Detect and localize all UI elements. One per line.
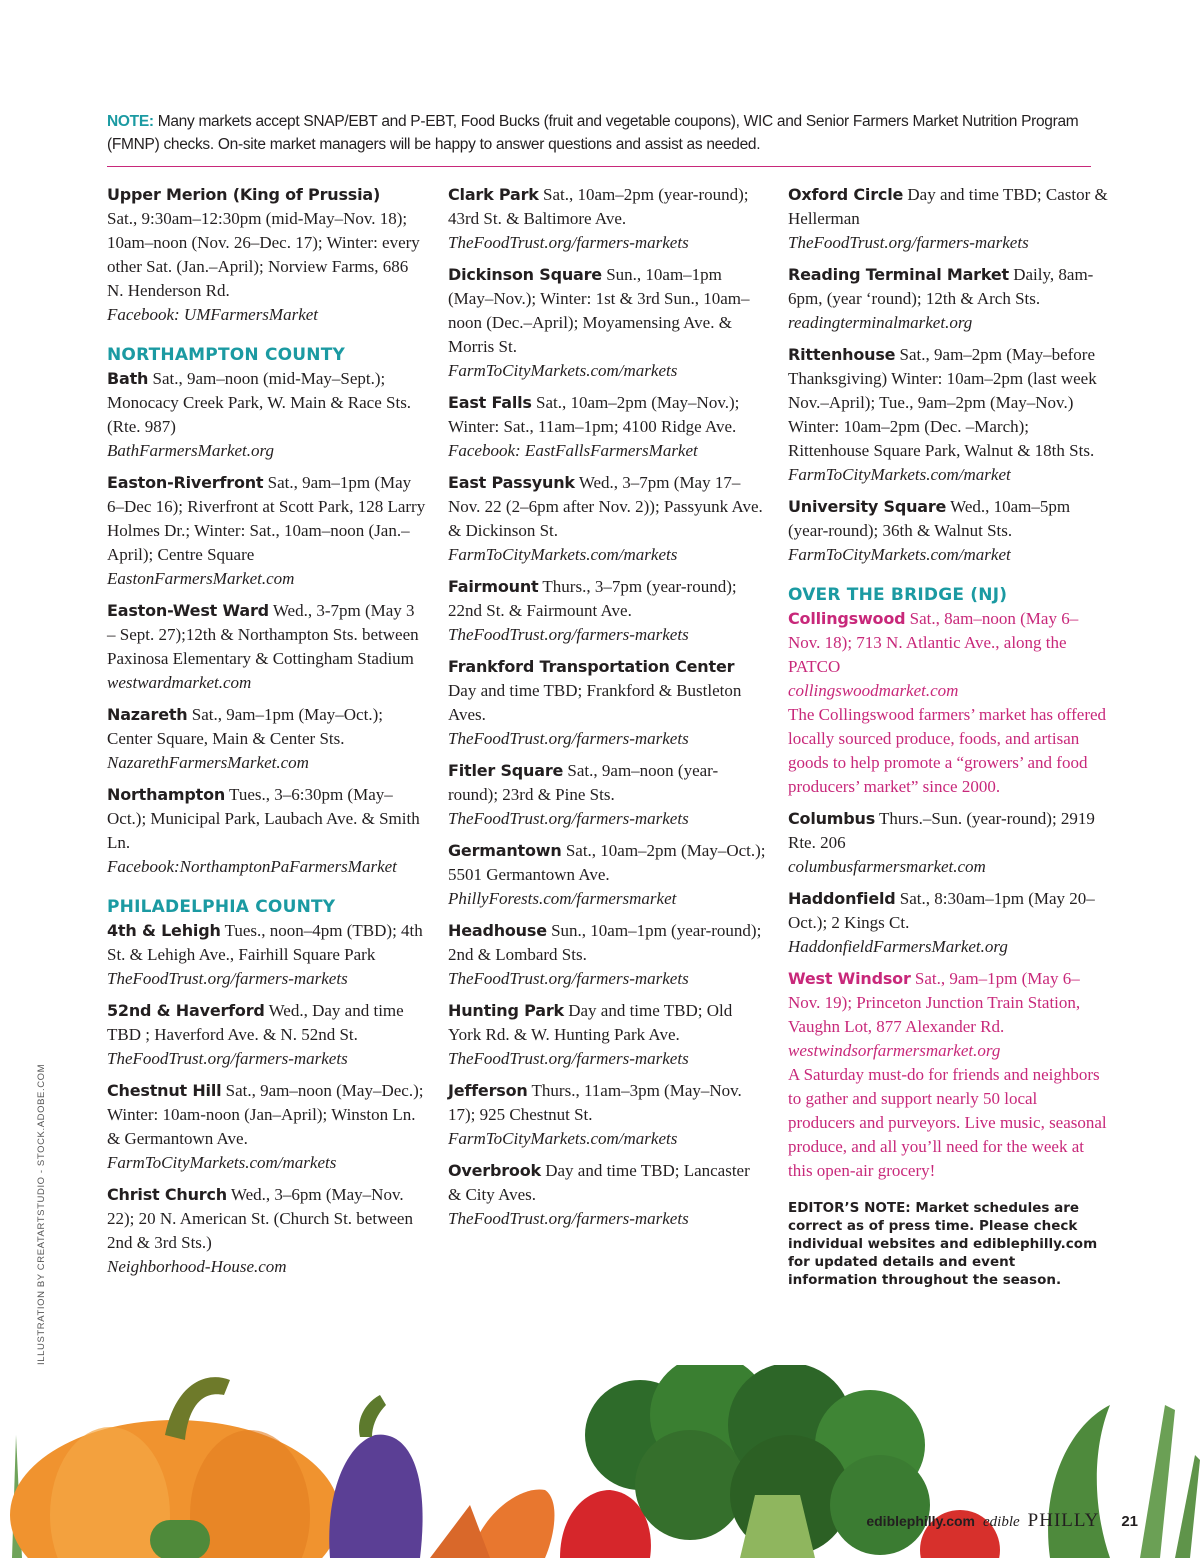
market-details: Thurs.–Sun. (year-round); 2919 Rte. 206 xyxy=(788,809,1095,852)
market-name: Rittenhouse xyxy=(788,345,896,364)
market-website: TheFoodTrust.org/farmers-markets xyxy=(448,625,689,644)
market-name: Fairmount xyxy=(448,577,539,596)
market-website: Facebook:NorthamptonPaFarmersMarket xyxy=(107,857,397,876)
market-website: TheFoodTrust.org/farmers-markets xyxy=(107,969,348,988)
market-website: TheFoodTrust.org/farmers-markets xyxy=(788,233,1029,252)
market-website: EastonFarmersMarket.com xyxy=(107,569,295,588)
market-listing xyxy=(107,999,427,1071)
market-listing xyxy=(788,807,1108,879)
market-listing xyxy=(448,919,766,991)
market-website: TheFoodTrust.org/farmers-markets xyxy=(448,1209,689,1228)
market-website: FarmToCityMarkets.com/markets xyxy=(448,545,678,564)
market-website: FarmToCityMarkets.com/markets xyxy=(107,1153,337,1172)
market-listing xyxy=(448,655,766,751)
market-listing xyxy=(448,183,766,255)
column-3 xyxy=(788,183,1108,1289)
market-listing xyxy=(788,967,1108,1183)
market-details: Sun., 10am–1pm (year-round); 2nd & Lombard Sts. xyxy=(448,921,762,964)
market-website: TheFoodTrust.org/farmers-markets xyxy=(448,1049,689,1068)
market-details: Sat., 9am–1pm (May 6–Nov. 19); Princeton Junction Train Station, Vaughn Lot, 877 Alexander Rd. xyxy=(788,969,1081,1036)
market-name: Easton-West Ward xyxy=(107,601,269,620)
market-details: Thurs., 11am–3pm (May–Nov. 17); 925 Chestnut St. xyxy=(448,1081,742,1124)
market-details: Sat., 8:30am–1pm (May 20–Oct.); 2 Kings Ct. xyxy=(788,889,1095,932)
market-website: TheFoodTrust.org/farmers-markets xyxy=(448,729,689,748)
market-name: Clark Park xyxy=(448,185,539,204)
market-details: Sat., 8am–noon (May 6–Nov. 18); 713 N. Atlantic Ave., along the PATCO xyxy=(788,609,1079,676)
market-name: East Falls xyxy=(448,393,532,412)
market-name: Jefferson xyxy=(448,1081,528,1100)
market-name: Hunting Park xyxy=(448,1001,564,1020)
market-website: BathFarmersMarket.org xyxy=(107,441,274,460)
market-name: Christ Church xyxy=(107,1185,227,1204)
market-name: Headhouse xyxy=(448,921,547,940)
market-details: Sat., 9am–1pm (May 6–Dec 16); Riverfront at Scott Park, 128 Larry Holmes Dr.; Winter: Sat., 10am–noon (Jan.–April); Centre Square xyxy=(107,473,426,564)
market-name: Chestnut Hill xyxy=(107,1081,222,1100)
market-listing xyxy=(448,575,766,647)
county-heading: OVER THE BRIDGE (NJ) xyxy=(788,585,1008,605)
note-label: NOTE: xyxy=(107,113,154,130)
market-name: East Passyunk xyxy=(448,473,575,492)
footer-magazine: PHILLY xyxy=(1027,1510,1100,1531)
market-details: Sat., 9am–1pm (May–Oct.); Center Square, Main & Center Sts. xyxy=(107,705,383,748)
market-listing xyxy=(107,471,427,591)
market-website: readingterminalmarket.org xyxy=(788,313,973,332)
market-details: Day and time TBD; Castor & Hellerman xyxy=(788,185,1108,228)
market-website: FarmToCityMarkets.com/markets xyxy=(448,361,678,380)
market-name: 52nd & Haverford xyxy=(107,1001,265,1020)
note-text: Many markets accept SNAP/EBT and P-EBT, Food Bucks (fruit and vegetable coupons), WIC and Senior Farmers Market Nutrition Program (FMNP) checks. On-site market managers will be happy to answer questions and assist as needed. xyxy=(107,113,1079,153)
market-details: Day and time TBD; Frankford & Bustleton Aves. xyxy=(448,681,742,724)
market-listing xyxy=(448,999,766,1071)
leafy-greens xyxy=(1048,1405,1110,1558)
market-name: 4th & Lehigh xyxy=(107,921,221,940)
market-website: TheFoodTrust.org/farmers-markets xyxy=(107,1049,348,1068)
market-listing xyxy=(107,183,427,327)
market-details: Wed., 3–7pm (May 17–Nov. 22 (2–6pm after Nov. 2)); Passyunk Ave. & Dickinson St. xyxy=(448,473,763,540)
market-listing xyxy=(788,887,1108,959)
market-website: PhillyForests.com/farmersmarket xyxy=(448,889,677,908)
market-name: Oxford Circle xyxy=(788,185,904,204)
page-footer xyxy=(866,1510,1138,1532)
market-website: FarmToCityMarkets.com/market xyxy=(788,545,1011,564)
illustration-credit: ILLUSTRATION BY CREATARTSTUDIO - STOCK.ADOBE.COM xyxy=(36,1063,47,1365)
market-description: A Saturday must-do for friends and neighbors to gather and support nearly 50 local producers and purveyors. Live music, seasonal produce, and all you’ll need for the week at this open-air grocery! xyxy=(788,1065,1107,1180)
market-name: Columbus xyxy=(788,809,876,828)
market-website: NazarethFarmersMarket.com xyxy=(107,753,309,772)
market-listing xyxy=(107,783,427,879)
market-website: collingswoodmarket.com xyxy=(788,681,959,700)
market-listing xyxy=(107,703,427,775)
market-website: Neighborhood-House.com xyxy=(107,1257,287,1276)
market-listing xyxy=(448,1079,766,1151)
market-website: HaddonfieldFarmersMarket.org xyxy=(788,937,1008,956)
market-name: Fitler Square xyxy=(448,761,564,780)
footer-site: ediblephilly.com xyxy=(866,1513,975,1529)
market-details: Sat., 9am–noon (mid-May–Sept.); Monocacy Creek Park, W. Main & Race Sts. (Rte. 987) xyxy=(107,369,412,436)
market-website: columbusfarmersmarket.com xyxy=(788,857,986,876)
market-listing xyxy=(107,599,427,695)
market-listing xyxy=(788,343,1108,487)
purple-carrot xyxy=(329,1435,422,1558)
market-listing xyxy=(107,1079,427,1175)
market-website: Facebook: EastFallsFarmersMarket xyxy=(448,441,698,460)
market-listing xyxy=(448,471,766,567)
market-website: westwindsorfarmersmarket.org xyxy=(788,1041,1001,1060)
market-name: Frankford Transportation Center xyxy=(448,657,735,676)
column-2 xyxy=(448,183,766,1239)
market-details: Sun., 10am–1pm (May–Nov.); Winter: 1st & 3rd Sun., 10am–noon (Dec.–April); Moyamensing Ave. & Morris St. xyxy=(448,265,750,356)
market-details: Wed., 10am–5pm (year-round); 36th & Walnut Sts. xyxy=(788,497,1071,540)
market-listing xyxy=(448,759,766,831)
market-details: Day and time TBD; Lancaster & City Aves. xyxy=(448,1161,750,1204)
market-details: Sat., 9am–2pm (May–before Thanksgiving) Winter: 10am–2pm (last week Nov.–April); Tue., 9am–2pm (May–Nov.) Winter: 10am–2pm (Dec. –March); Rittenhouse Square Park, Walnut & 18th Sts. xyxy=(788,345,1097,460)
market-details: Tues., 3–6:30pm (May–Oct.); Municipal Park, Laubach Ave. & Smith Ln. xyxy=(107,785,420,852)
market-details: Wed., Day and time TBD ; Haverford Ave. & N. 52nd St. xyxy=(107,1001,404,1044)
market-listing xyxy=(448,391,766,463)
market-name: Upper Merion (King of Prussia) xyxy=(107,185,381,204)
market-details: Sat., 10am–2pm (year-round); 43rd St. & Baltimore Ave. xyxy=(448,185,749,228)
county-heading: PHILADELPHIA COUNTY xyxy=(107,897,336,917)
market-listing xyxy=(448,263,766,383)
market-website: westwardmarket.com xyxy=(107,673,252,692)
market-name: Nazareth xyxy=(107,705,188,724)
footer-edible: edible xyxy=(983,1514,1020,1530)
market-details: Sat., 9:30am–12:30pm (mid-May–Nov. 18); 10am–noon (Nov. 26–Dec. 17); Winter: every other Sat. (Jan.–April); Norview Farms, 686 N. Henderson Rd. xyxy=(107,209,420,300)
market-listing xyxy=(788,183,1108,255)
market-details: Thurs., 3–7pm (year-round); 22nd St. & Fairmount Ave. xyxy=(448,577,737,620)
market-listing xyxy=(788,263,1108,335)
market-website: FarmToCityMarkets.com/market xyxy=(788,465,1011,484)
market-website: FarmToCityMarkets.com/markets xyxy=(448,1129,678,1148)
market-listing xyxy=(107,367,427,463)
market-details: Daily, 8am-6pm, (year ‘round); 12th & Arch Sts. xyxy=(788,265,1094,308)
column-1 xyxy=(107,183,427,1287)
market-listing xyxy=(448,839,766,911)
market-name: Reading Terminal Market xyxy=(788,265,1009,284)
market-details: Tues., noon–4pm (TBD); 4th St. & Lehigh Ave., Fairhill Square Park xyxy=(107,921,423,964)
cucumber xyxy=(150,1520,210,1558)
county-heading: NORTHAMPTON COUNTY xyxy=(107,345,346,365)
market-website: TheFoodTrust.org/farmers-markets xyxy=(448,233,689,252)
market-details: Sat., 9am–noon (year-round); 23rd & Pine Sts. xyxy=(448,761,719,804)
market-description: The Collingswood farmers’ market has offered locally sourced produce, foods, and artisan goods to help promote a “growers’ and food producers’ market” since 2000. xyxy=(788,705,1107,796)
divider-rule xyxy=(107,166,1091,167)
market-website: Facebook: UMFarmersMarket xyxy=(107,305,319,324)
market-name: West Windsor xyxy=(788,969,911,988)
market-name: Dickinson Square xyxy=(448,265,602,284)
note-banner xyxy=(107,110,1097,156)
market-details: Wed., 3–6pm (May–Nov. 22); 20 N. American St. (Church St. between 2nd & 3rd Sts.) xyxy=(107,1185,413,1252)
editors-note: EDITOR’S NOTE: Market schedules are correct as of press time. Please check individual websites and ediblephilly.com for updated details and event information throughout the season. xyxy=(788,1200,1098,1288)
market-website: TheFoodTrust.org/farmers-markets xyxy=(448,969,689,988)
market-listing xyxy=(107,919,427,991)
market-details: Sat., 9am–noon (May–Dec.); Winter: 10am-noon (Jan–April); Winston Ln. & Germantown Ave. xyxy=(107,1081,424,1148)
market-name: Northampton xyxy=(107,785,226,804)
market-listing xyxy=(788,495,1108,567)
market-listing xyxy=(448,1159,766,1231)
market-name: Easton-Riverfront xyxy=(107,473,264,492)
market-website: TheFoodTrust.org/farmers-markets xyxy=(448,809,689,828)
market-details: Sat., 10am–2pm (May–Oct.); 5501 Germantown Ave. xyxy=(448,841,766,884)
market-details: Wed., 3-7pm (May 3 – Sept. 27);12th & Northampton Sts. between Paxinosa Elementary & Cottingham Stadium xyxy=(107,601,419,668)
market-listing xyxy=(107,1183,427,1279)
market-name: Germantown xyxy=(448,841,562,860)
page-number: 21 xyxy=(1121,1513,1138,1530)
market-details: Sat., 10am–2pm (May–Nov.); Winter: Sat., 11am–1pm; 4100 Ridge Ave. xyxy=(448,393,740,436)
market-name: Haddonfield xyxy=(788,889,896,908)
market-listing xyxy=(788,607,1108,799)
market-name: University Square xyxy=(788,497,947,516)
market-name: Overbrook xyxy=(448,1161,541,1180)
market-details: Day and time TBD; Old York Rd. & W. Hunting Park Ave. xyxy=(448,1001,733,1044)
market-name: Bath xyxy=(107,369,149,388)
market-name: Collingswood xyxy=(788,609,906,628)
